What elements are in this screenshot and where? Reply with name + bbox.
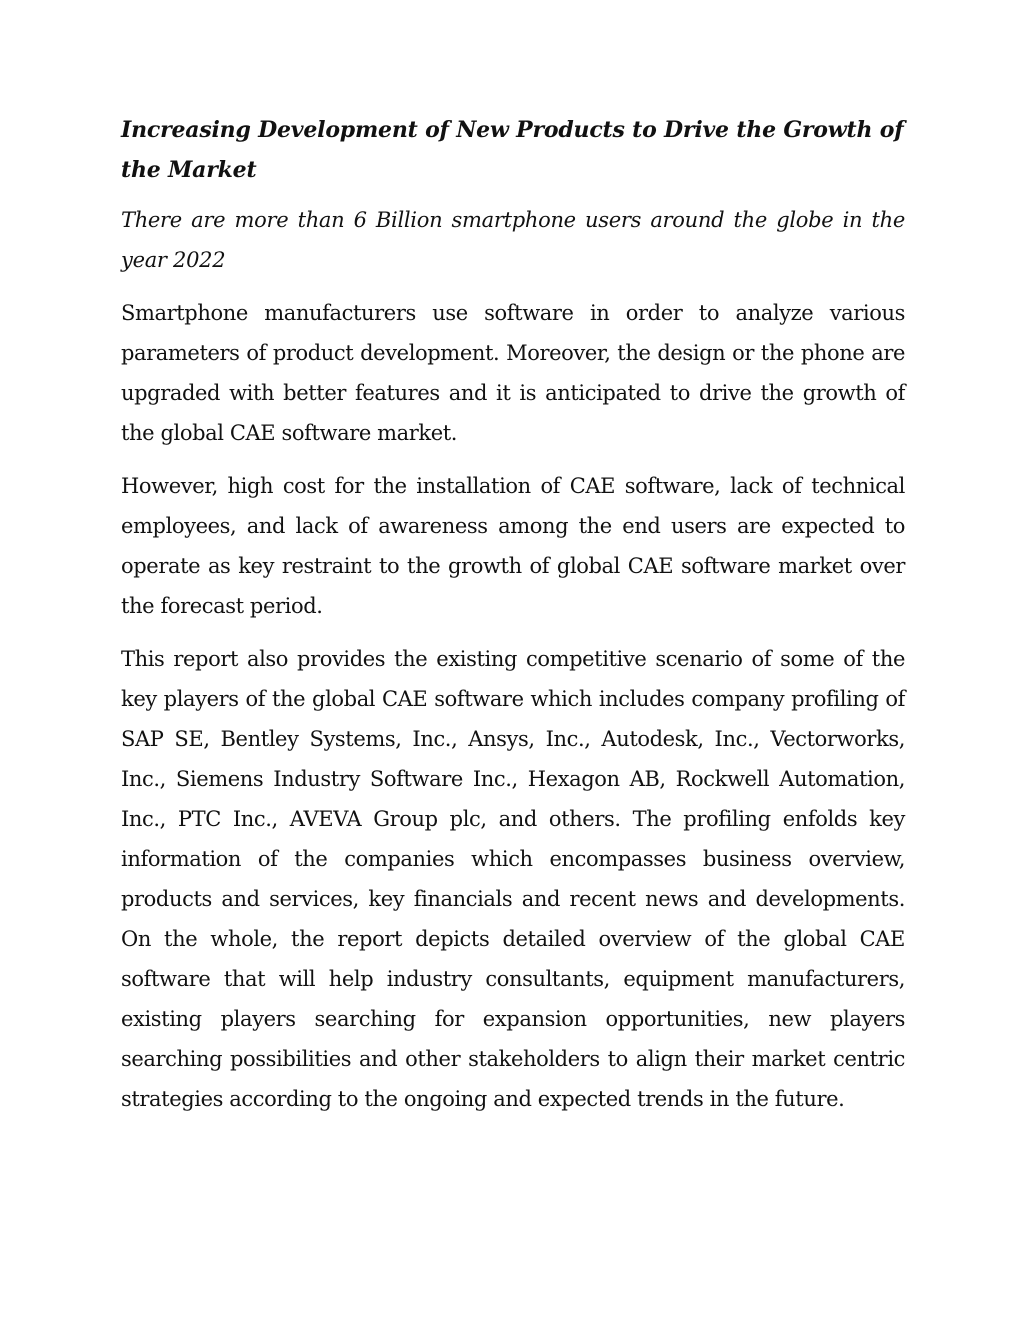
highlight-statement: There are more than 6 Billion smartphone users around the globe in the year 2022 — [121, 208, 905, 272]
document-page — [121, 110, 905, 1132]
paragraph-competitive-scenario: This report also provides the existing competitive scenario of some of the key players of the global CAE software which includes company profiling of SAP SE, Bentley Systems, Inc., Ansys, Inc., Autodesk, Inc., Vectorworks, Inc., Siemens Industry Software Inc., Hexagon AB, Rockwell Automation, Inc., PTC Inc., AVEVA Group plc, and others. The profiling enfolds key information of the companies which encompasses business overview, products and services, key financials and recent news and developments. On the whole, the report depicts detailed overview of the global CAE software that will help industry consultants, equipment manufacturers, existing players searching for expansion opportunities, new players searching possibilities and other stakeholders to align their market centric strategies according to the ongoing and expected trends in the future. — [121, 647, 905, 1111]
paragraph-smartphone-manufacturers: Smartphone manufacturers use software in order to analyze various parameters of product development. Moreover, the design or the phone are upgraded with better features and it is anticipated to drive the growth of the global CAE software market. — [121, 301, 905, 445]
paragraph-market-restraints: However, high cost for the installation of CAE software, lack of technical employees, and lack of awareness among the end users are expected to operate as key restraint to the growth of global CAE software market over the forecast period. — [121, 474, 905, 618]
section-heading: Increasing Development of New Products to Drive the Growth of the Market — [121, 117, 904, 183]
